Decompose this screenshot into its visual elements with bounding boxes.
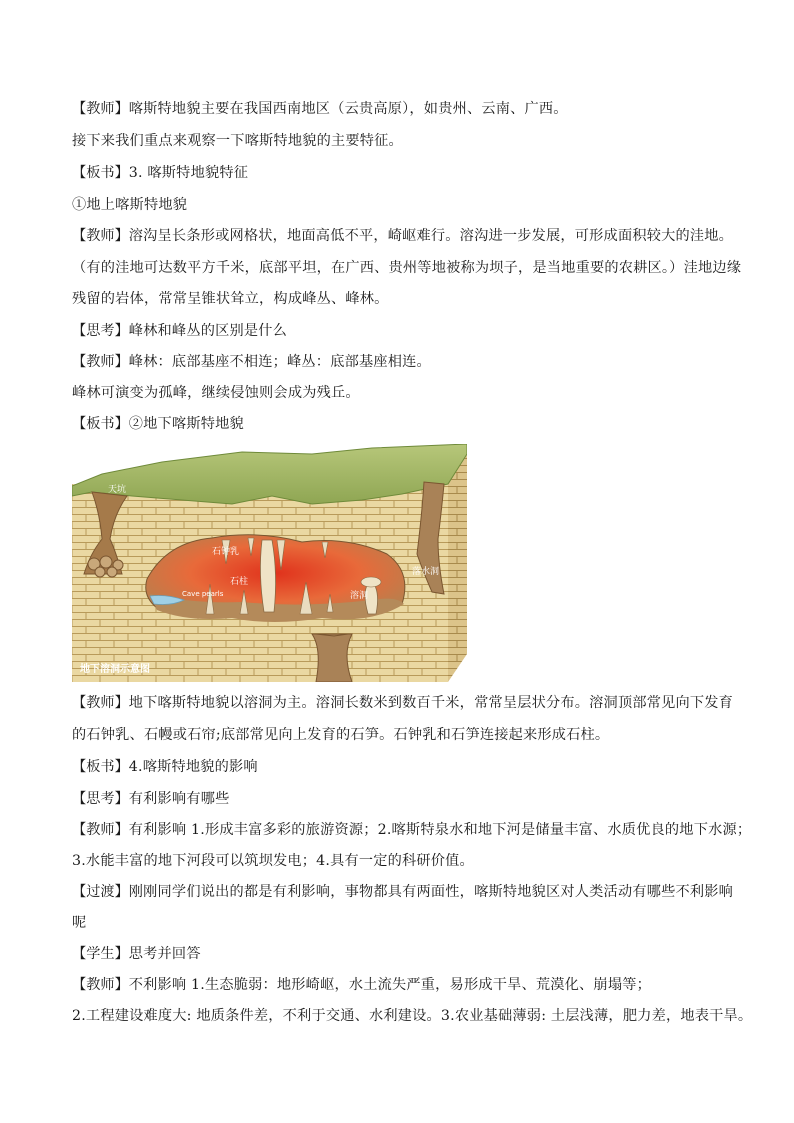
cave-diagram bbox=[72, 444, 467, 682]
figure-caption: 地下溶洞示意图 bbox=[80, 664, 150, 675]
paragraph-tag: 【思考】 bbox=[72, 791, 129, 807]
paragraph bbox=[72, 352, 734, 372]
paragraph-tag: 【教师】 bbox=[72, 101, 129, 117]
paragraph-text: ②地下喀斯特地貌 bbox=[128, 416, 244, 432]
paragraph bbox=[72, 163, 734, 183]
paragraph bbox=[72, 414, 734, 434]
label-cave-pearls: Cave pearls bbox=[182, 590, 224, 598]
paragraph-text: 3.水能丰富的地下河段可以筑坝发电；4.具有一定的科研价值。 bbox=[72, 853, 474, 869]
paragraph-tag: 【教师】 bbox=[72, 354, 129, 370]
paragraph-text: 峰林和峰丛的区别是什么 bbox=[128, 323, 288, 339]
paragraph-tag: 【教师】 bbox=[72, 228, 129, 244]
paragraph-tag: 【教师】 bbox=[72, 822, 129, 838]
paragraph-text: 地下喀斯特地貌以溶洞为主。溶洞长数米到数百千米，常常呈层状分布。溶洞顶部常见向下发育 bbox=[128, 695, 734, 711]
paragraph-tag: 【思考】 bbox=[72, 323, 129, 339]
paragraph-text: 刚刚同学们说出的都是有利影响，事物都具有两面性，喀斯特地貌区对人类活动有哪些不利影响 bbox=[128, 884, 734, 900]
paragraph bbox=[72, 383, 734, 403]
paragraph-text: 4.喀斯特地貌的影响 bbox=[128, 759, 258, 775]
paragraph-text: 呢 bbox=[72, 915, 87, 931]
paragraph-tag: 【板书】 bbox=[72, 416, 129, 432]
paragraph-text: 有利影响有哪些 bbox=[128, 791, 230, 807]
paragraph-text: 的石钟乳、石幔或石帘;底部常见向上发育的石笋。石钟乳和石笋连接起来形成石柱。 bbox=[72, 727, 610, 743]
paragraph bbox=[72, 789, 734, 809]
paragraph bbox=[72, 258, 742, 278]
label-cave: 溶洞 bbox=[350, 591, 369, 601]
paragraph bbox=[72, 882, 734, 902]
paragraph-tag: 【学生】 bbox=[72, 946, 129, 962]
paragraph bbox=[72, 975, 734, 995]
label-sinkhole: 落水洞 bbox=[412, 567, 440, 577]
paragraph bbox=[72, 851, 734, 871]
paragraph-text: 不利影响 1.生态脆弱：地形崎岖，水土流失严重，易形成干旱、荒漠化、崩塌等； bbox=[128, 977, 651, 993]
paragraph bbox=[72, 757, 734, 777]
paragraph-text: 3. 喀斯特地貌特征 bbox=[128, 165, 249, 181]
paragraph bbox=[72, 1006, 753, 1026]
paragraph-text: 有利影响 1.形成丰富多彩的旅游资源；2.喀斯特泉水和地下河是储量丰富、水质优良的地下水源； bbox=[128, 822, 752, 838]
paragraph-text: 峰林可演变为孤峰，继续侵蚀则会成为残丘。 bbox=[72, 385, 360, 401]
paragraph bbox=[72, 693, 734, 713]
paragraph bbox=[72, 195, 734, 215]
paragraph-text: 2.工程建设难度大: 地质条件差，不利于交通、水利建设。3.农业基础薄弱: 土层浅薄，肥力差，地表干旱。 bbox=[72, 1008, 753, 1024]
paragraph-tag: 【板书】 bbox=[72, 165, 129, 181]
cave-illustration bbox=[72, 444, 467, 682]
paragraph bbox=[72, 913, 734, 933]
paragraph bbox=[72, 725, 734, 745]
paragraph bbox=[72, 289, 734, 309]
paragraph-text: （有的洼地可达数平方千米，底部平坦，在广西、贵州等地被称为坝子，是当地重要的农耕区。）洼地边缘 bbox=[72, 260, 742, 276]
label-stalactite: 石钟乳 bbox=[212, 547, 240, 557]
paragraph bbox=[72, 99, 734, 119]
paragraph-tag: 【教师】 bbox=[72, 977, 129, 993]
paragraph-text: 接下来我们重点来观察一下喀斯特地貌的主要特征。 bbox=[72, 133, 403, 149]
paragraph bbox=[72, 321, 734, 341]
label-tiankeng: 天坑 bbox=[108, 485, 127, 495]
paragraph-text: 喀斯特地貌主要在我国西南地区（云贵高原），如贵州、云南、广西。 bbox=[128, 101, 568, 117]
paragraph-text: 思考并回答 bbox=[128, 946, 201, 962]
paragraph-tag: 【教师】 bbox=[72, 695, 129, 711]
paragraph-text: 溶沟呈长条形或网格状，地面高低不平，崎岖难行。溶沟进一步发展，可形成面积较大的洼地。 bbox=[128, 228, 734, 244]
paragraph bbox=[72, 226, 734, 246]
paragraph-tag: 【过渡】 bbox=[72, 884, 129, 900]
paragraph-tag: 【板书】 bbox=[72, 759, 129, 775]
paragraph bbox=[72, 820, 752, 840]
paragraph-text: 峰林：底部基座不相连；峰丛：底部基座相连。 bbox=[128, 354, 431, 370]
paragraph bbox=[72, 944, 734, 964]
label-column: 石柱 bbox=[230, 577, 249, 587]
paragraph-text: 残留的岩体，常常呈锥状耸立，构成峰丛、峰林。 bbox=[72, 291, 389, 307]
paragraph bbox=[72, 131, 734, 151]
paragraph-text: ①地上喀斯特地貌 bbox=[72, 197, 188, 213]
